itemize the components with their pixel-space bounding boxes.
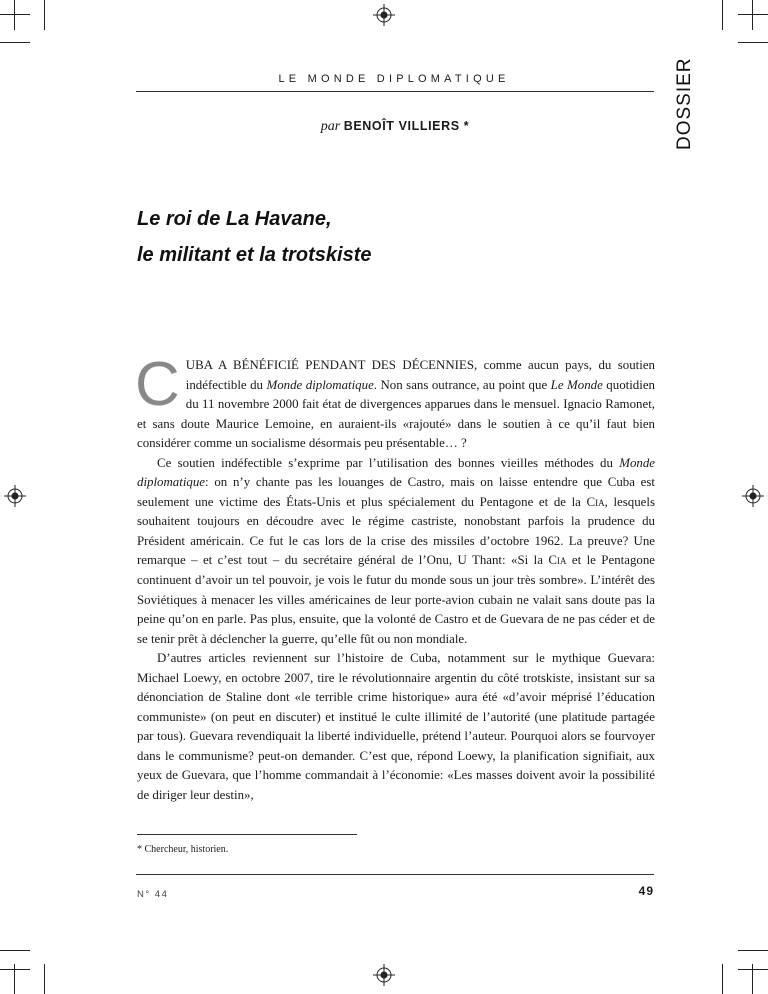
crop-mark [722, 964, 723, 994]
crop-mark [0, 42, 30, 43]
crop-mark [44, 964, 45, 994]
footer-rule [136, 874, 654, 875]
paragraph-1 [135, 350, 655, 454]
article-title [137, 201, 657, 273]
title-line-1: Le roi de La Havane, [137, 208, 332, 230]
crop-mark [738, 42, 768, 43]
publication-name: Monde diplomatique [266, 377, 374, 392]
crop-mark [14, 964, 15, 994]
acronym: Cia [548, 553, 567, 568]
byline [136, 119, 654, 135]
crop-mark [752, 964, 753, 994]
paragraph-2 [137, 454, 655, 649]
registration-mark-icon [742, 485, 764, 507]
text-run: , comme aucun pays, du soutien indéfectible du [185, 358, 655, 392]
section-label: DOSSIER [674, 57, 695, 150]
text-run: UBA A BÉNÉFICIÉ PENDANT DES DÉCENNIES [185, 358, 474, 372]
publication-name: Monde diplomatique [137, 455, 655, 490]
crop-mark [14, 0, 15, 30]
paragraph-3 [137, 649, 655, 805]
byline-author: BENOÎT VILLIERS * [343, 119, 470, 133]
registration-mark-icon [373, 964, 395, 986]
text-run: quotidien du 11 novembre 2000 fait état de divergences apparues dans le mensuel. Ignacio Ramonet, et sans doute Maurice Lemoine, en auraient-ils «rajouté» dans le soutien à ce qu’il faut bien considérer comme un socialisme désormais peu présentable… ? [137, 377, 655, 451]
issue-number: N° 44 [137, 889, 169, 900]
footnote-rule [137, 834, 357, 835]
acronym: Cia [586, 494, 605, 509]
byline-prefix: par [320, 119, 341, 134]
crop-mark [752, 0, 753, 30]
article-body [135, 350, 656, 806]
text-run: . Non sans outrance, au point que [373, 377, 551, 392]
crop-mark [738, 969, 768, 970]
title-line-2: le militant et la trotskiste [137, 244, 372, 266]
text-run: Ce soutien indéfectible s’exprime par l’utilisation des bonnes vieilles méthodes du [157, 455, 620, 470]
footnote: * Chercheur, historien. [137, 844, 229, 855]
page-number: 49 [638, 884, 654, 898]
running-head: LE MONDE DIPLOMATIQUE [278, 73, 510, 85]
publication-name: Le Monde [550, 377, 603, 392]
text-run: et le Pentagone continuent d’avoir un tel pouvoir, je vois le futur du monde sous un jour très sombre». L’intérêt des Soviétiques à menacer les villes américaines de leur porte-avion cubain ne valait sans doute pas la peine qu’on en parle. Pas plus, ensuite, que la volonté de Castro et de Guevara de ne pas céder et de se tenir prêt à déclencher la guerre, qu’elle fût ou non mondiale. [137, 553, 655, 646]
header-rule [136, 91, 654, 92]
crop-mark [738, 950, 768, 951]
text-run: , lesquels souhaitent toujours en découdre avec le régime castriste, nonobstant parfois la prudence du Président américain. Ce fut le cas lors de la crise des missiles d’octobre 1962. La preuve? Une remarque – et c’est tout – du secrétaire général de l’Onu, U Thant: «Si la [137, 494, 656, 568]
text-run: D’autres articles reviennent sur l’histoire de Cuba, notamment sur le mythique Guevara: Michael Loewy, en octobre 2007, tire le révolutionnaire argentin du côté trotskiste, insistant sur sa dénonciation de Staline dont «le terrible crime historique» aura été «d’avoir méprisé l’éducation communiste» (on peut en discuter) et institué le culte illimité de l’autorité (une platitude partagée par tous). Guevara revendiquait la liberté individuelle, prétend l’auteur. Pourquoi alors se fourvoyer dans le communisme? peut-on demander. C’est que, répond Loewy, la planification signifiait, aux yeux de Guevara, que l’homme commandait à l’économie: «Les masses doivent avoir la possibilité de diriger leur destin», [137, 651, 655, 803]
registration-mark-icon [4, 485, 26, 507]
crop-mark [44, 0, 45, 30]
drop-cap: C [135, 350, 180, 419]
crop-mark [722, 0, 723, 30]
text-run: : on n’y chante pas les louanges de Castro, mais on laisse entendre que Cuba est seulement une victime des États-Unis et plus spécialement du Pentagone et de la [137, 475, 655, 509]
registration-mark-icon [373, 4, 395, 26]
crop-mark [0, 14, 30, 15]
crop-mark [0, 950, 30, 951]
crop-mark [0, 969, 30, 970]
crop-mark [738, 14, 768, 15]
